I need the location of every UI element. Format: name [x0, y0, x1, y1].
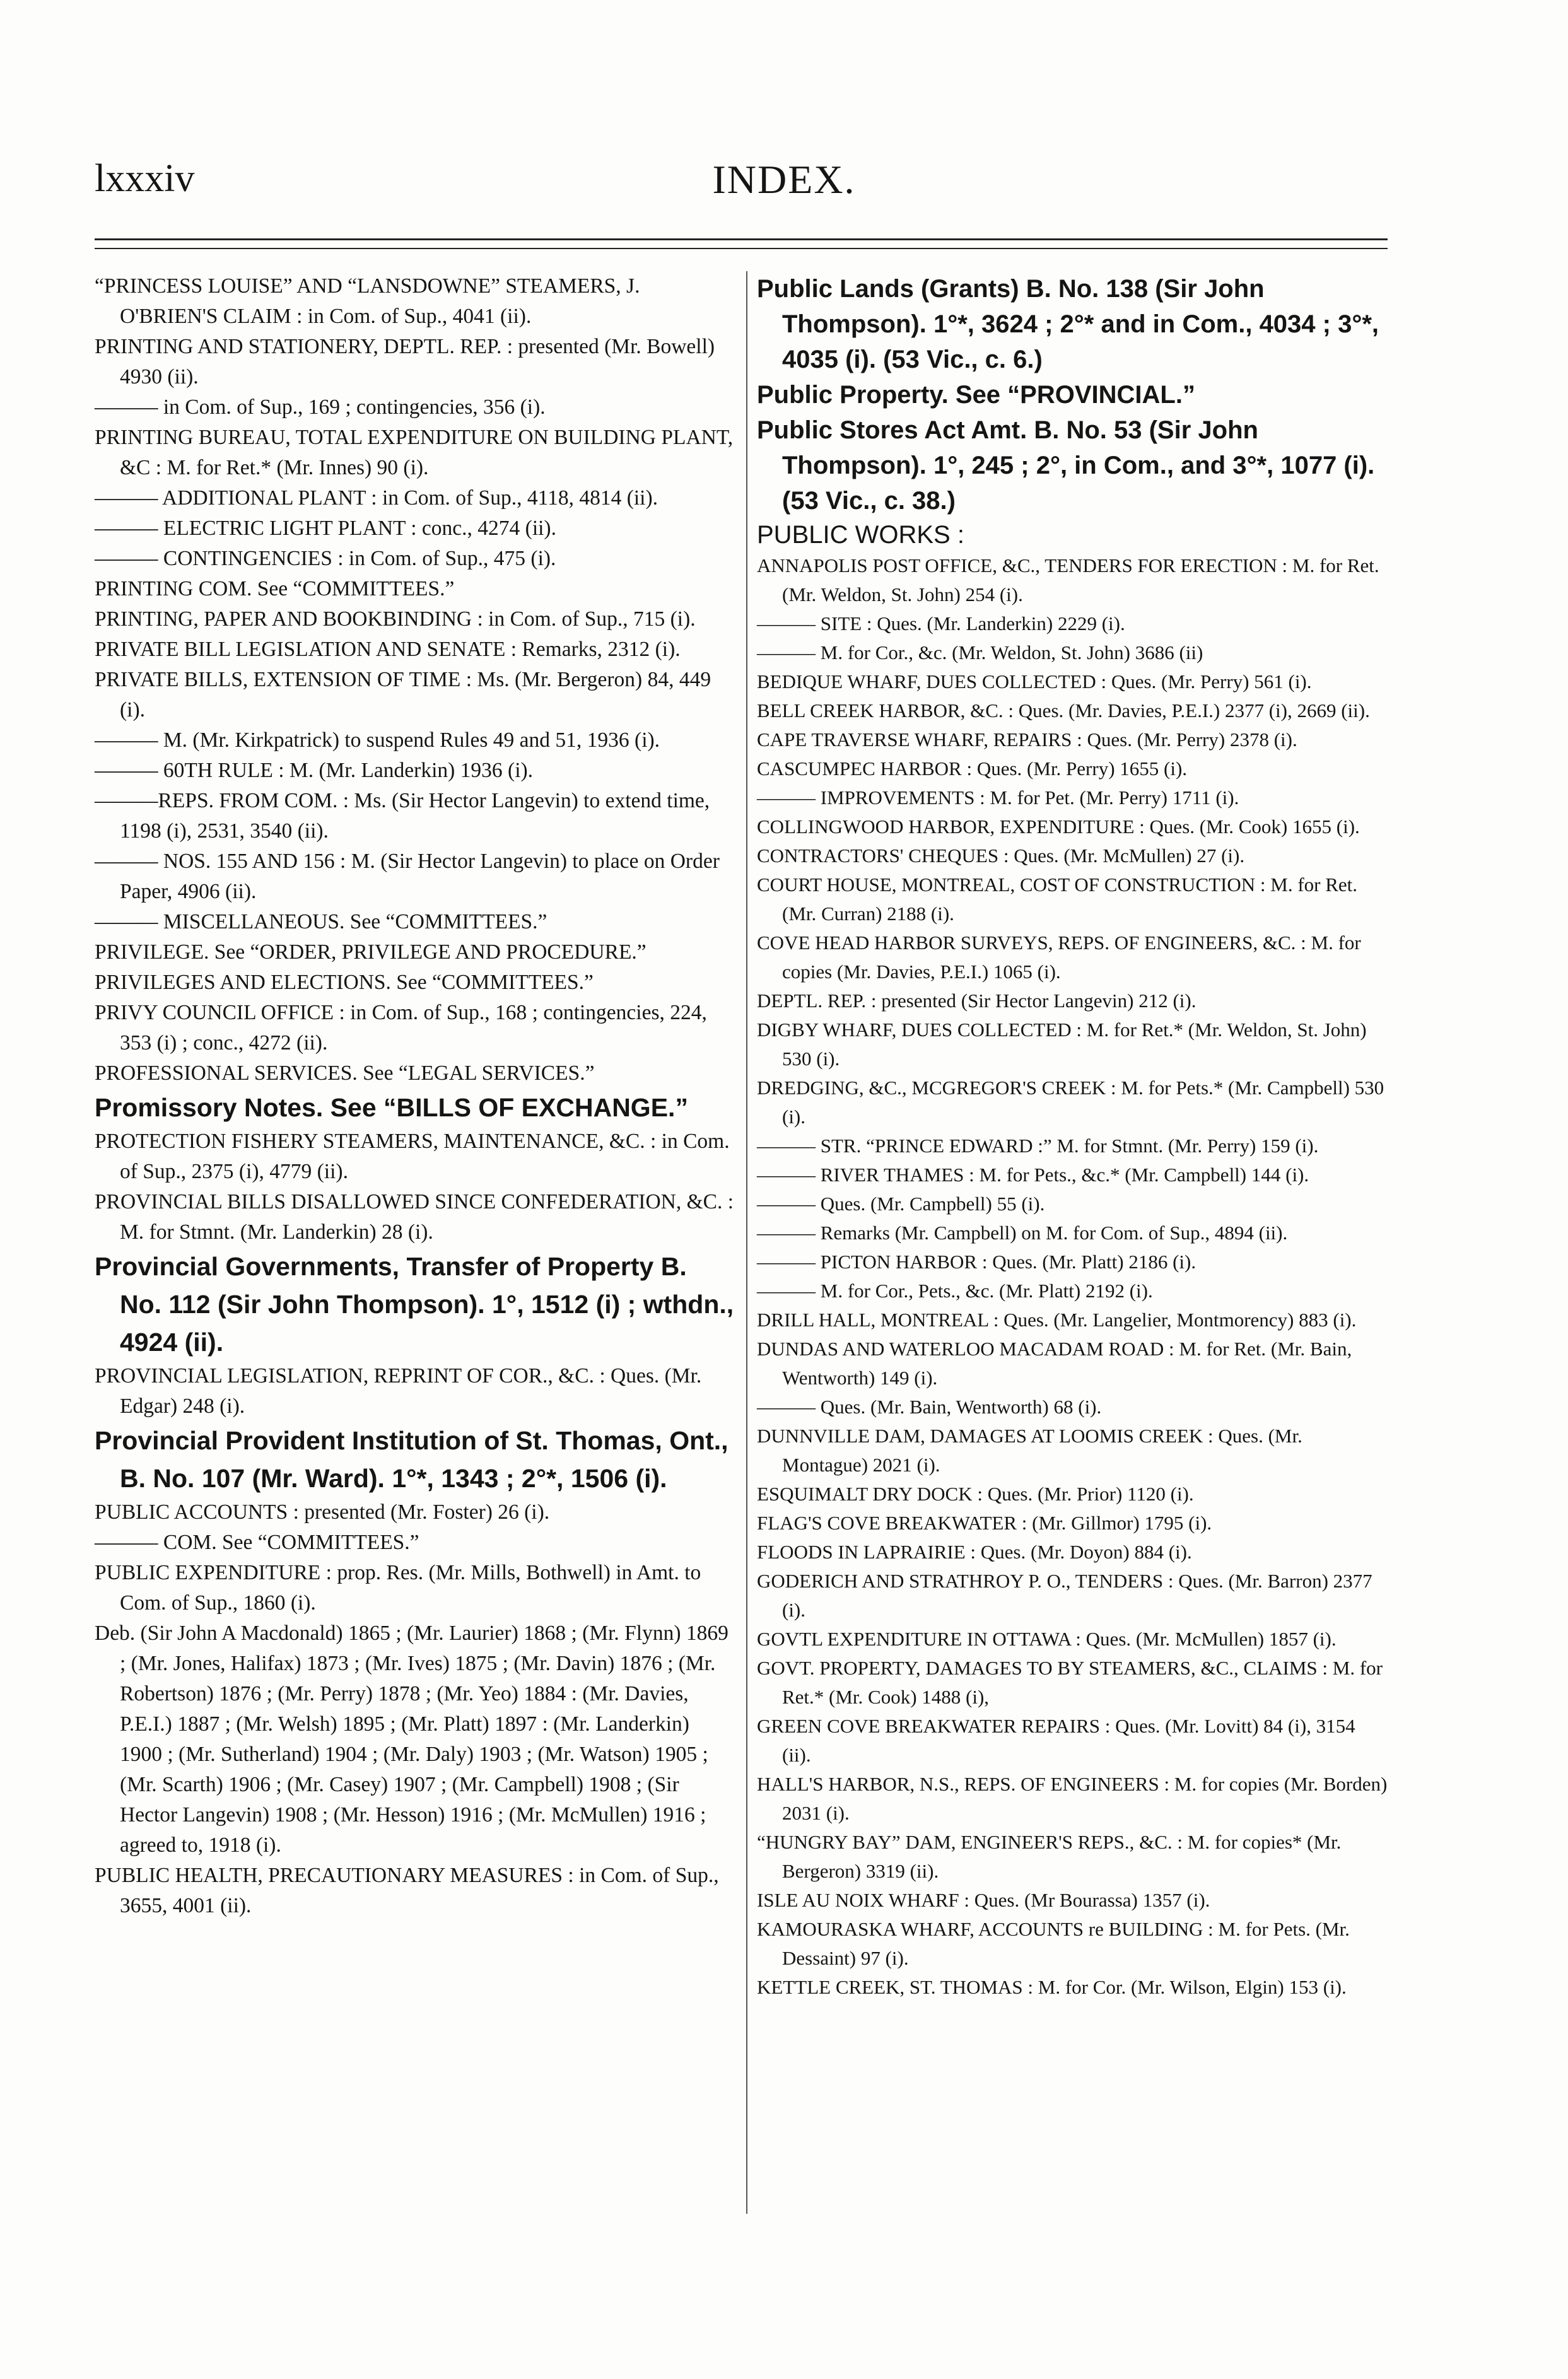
- index-entry: COVE HEAD HARBOR SURVEYS, REPS. OF ENGINEERS, &C. : M. for copies (Mr. Davies, P.E.I.) 1065 (i).: [757, 932, 1361, 983]
- index-entry: DUNNVILLE DAM, DAMAGES AT LOOMIS CREEK : Ques. (Mr. Montague) 2021 (i).: [757, 1425, 1302, 1476]
- index-entry: PRINTING AND STATIONERY, DEPTL. REP. : presented (Mr. Bowell) 4930 (ii).: [95, 335, 715, 389]
- index-entry: ——— PICTON HARBOR : Ques. (Mr. Platt) 2186 (i).: [757, 1251, 1196, 1273]
- index-entry: CAPE TRAVERSE WHARF, REPAIRS : Ques. (Mr. Perry) 2378 (i).: [757, 728, 1297, 751]
- index-entry: DREDGING, &C., MCGREGOR'S CREEK : M. for Pets.* (Mr. Campbell) 530 (i).: [757, 1077, 1384, 1128]
- index-entry: ——— MISCELLANEOUS. See “COMMITTEES.”: [95, 910, 547, 933]
- right-column: [757, 271, 1388, 2002]
- index-entry: PROVINCIAL BILLS DISALLOWED SINCE CONFEDERATION, &C. : M. for Stmnt. (Mr. Landerkin) 28 (i).: [95, 1190, 734, 1244]
- index-entry: “HUNGRY BAY” DAM, ENGINEER'S REPS., &C. : M. for copies* (Mr. Bergeron) 3319 (ii).: [757, 1831, 1342, 1882]
- index-entry: ISLE AU NOIX WHARF : Ques. (Mr Bourassa) 1357 (i).: [757, 1889, 1210, 1911]
- index-entry: ESQUIMALT DRY DOCK : Ques. (Mr. Prior) 1120 (i).: [757, 1483, 1194, 1505]
- index-entry: PRIVILEGE. See “ORDER, PRIVILEGE AND PROCEDURE.”: [95, 940, 647, 964]
- index-entry: PRIVATE BILL LEGISLATION AND SENATE : Remarks, 2312 (i).: [95, 638, 681, 661]
- index-entry: ——— IMPROVEMENTS : M. for Pet. (Mr. Perry) 1711 (i).: [757, 786, 1239, 809]
- index-entry: PRIVATE BILLS, EXTENSION OF TIME : Ms. (Mr. Bergeron) 84, 449 (i).: [95, 668, 711, 722]
- index-entry: PROFESSIONAL SERVICES. See “LEGAL SERVICES.”: [95, 1061, 595, 1085]
- index-entry: GREEN COVE BREAKWATER REPAIRS : Ques. (Mr. Lovitt) 84 (i), 3154 (ii).: [757, 1715, 1355, 1766]
- index-entry: PUBLIC EXPENDITURE : prop. Res. (Mr. Mills, Bothwell) in Amt. to Com. of Sup., 1860 (i).: [95, 1561, 701, 1615]
- index-entry: DUNDAS AND WATERLOO MACADAM ROAD : M. for Ret. (Mr. Bain, Wentworth) 149 (i).: [757, 1338, 1352, 1389]
- column-divider: [746, 271, 747, 2214]
- index-entry: Public Stores Act Amt. B. No. 53 (Sir John Thompson). 1°, 245 ; 2°, in Com., and 3°*, 1077 (i). (53 Vic., c. 38.): [757, 416, 1375, 515]
- left-column: [95, 271, 735, 1921]
- index-entry: Deb. (Sir John A Macdonald) 1865 ; (Mr. Laurier) 1868 ; (Mr. Flynn) 1869 ; (Mr. Jones, Halifax) 1873 ; (Mr. Ives) 1875 ; (Mr. Davin) 1876 ; (Mr. Robertson) 1876 ; (Mr. Perry) 1878 ; (Mr. Yeo) 1884 : (Mr. Davies, P.E.I.) 1887 ; (Mr. Welsh) 1895 ; (Mr. Platt) 1897 : (Mr. Landerkin) 1900 ; (Mr. Sutherland) 1904 ; (Mr. Daly) 1903 ; (Mr. Watson) 1905 ; (Mr. Scarth) 1906 ; (Mr. Casey) 1907 ; (Mr. Campbell) 1908 ; (Sir Hector Langevin) 1908 ; (Mr. Hesson) 1916 ; (Mr. McMullen) 1916 ; agreed to, 1918 (i).: [95, 1622, 728, 1857]
- index-entry: ———REPS. FROM COM. : Ms. (Sir Hector Langevin) to extend time, 1198 (i), 2531, 3540 (ii).: [95, 789, 710, 843]
- index-entry: HALL'S HARBOR, N.S., REPS. OF ENGINEERS : M. for copies (Mr. Borden) 2031 (i).: [757, 1773, 1388, 1824]
- index-entry: KAMOURASKA WHARF, ACCOUNTS re BUILDING : M. for Pets. (Mr. Dessaint) 97 (i).: [757, 1918, 1350, 1969]
- index-entry: GOVT. PROPERTY, DAMAGES TO BY STEAMERS, &C., CLAIMS : M. for Ret.* (Mr. Cook) 1488 (i),: [757, 1657, 1383, 1708]
- index-entry: “PRINCESS LOUISE” AND “LANSDOWNE” STEAMERS, J. O'BRIEN'S CLAIM : in Com. of Sup., 4041 (ii).: [95, 274, 640, 328]
- index-entry: ——— COM. See “COMMITTEES.”: [95, 1531, 419, 1554]
- index-entry: Public Property. See “PROVINCIAL.”: [757, 381, 1195, 409]
- index-entry: Provincial Provident Institution of St. Thomas, Ont., B. No. 107 (Mr. Ward). 1°*, 1343 ; 2°*, 1506 (i).: [95, 1426, 728, 1493]
- index-entry: ——— NOS. 155 AND 156 : M. (Sir Hector Langevin) to place on Order Paper, 4906 (ii).: [95, 850, 720, 903]
- index-entry: ——— Ques. (Mr. Campbell) 55 (i).: [757, 1193, 1045, 1215]
- index-entry: FLOODS IN LAPRAIRIE : Ques. (Mr. Doyon) 884 (i).: [757, 1541, 1192, 1563]
- index-entry: DRILL HALL, MONTREAL : Ques. (Mr. Langelier, Montmorency) 883 (i).: [757, 1309, 1357, 1331]
- index-entry: ——— in Com. of Sup., 169 ; contingencies, 356 (i).: [95, 395, 546, 419]
- index-entry: COLLINGWOOD HARBOR, EXPENDITURE : Ques. (Mr. Cook) 1655 (i).: [757, 815, 1360, 838]
- index-entry: ——— STR. “PRINCE EDWARD :” M. for Stmnt. (Mr. Perry) 159 (i).: [757, 1135, 1319, 1157]
- index-entry: Promissory Notes. See “BILLS OF EXCHANGE.”: [95, 1093, 688, 1122]
- index-entry: PRIVY COUNCIL OFFICE : in Com. of Sup., 168 ; contingencies, 224, 353 (i) ; conc., 4272 (ii).: [95, 1001, 707, 1055]
- index-entry: ——— M. for Cor., Pets., &c. (Mr. Platt) 2192 (i).: [757, 1280, 1153, 1302]
- index-entry: KETTLE CREEK, ST. THOMAS : M. for Cor. (Mr. Wilson, Elgin) 153 (i).: [757, 1976, 1347, 1998]
- index-entry: ——— Ques. (Mr. Bain, Wentworth) 68 (i).: [757, 1396, 1102, 1418]
- index-entry: DEPTL. REP. : presented (Sir Hector Langevin) 212 (i).: [757, 990, 1196, 1012]
- index-entry: COURT HOUSE, MONTREAL, COST OF CONSTRUCTION : M. for Ret. (Mr. Curran) 2188 (i).: [757, 874, 1358, 925]
- index-entry: PUBLIC WORKS :: [757, 521, 964, 549]
- index-entry: ——— ELECTRIC LIGHT PLANT : conc., 4274 (ii).: [95, 517, 556, 540]
- index-entry: Provincial Governments, Transfer of Property B. No. 112 (Sir John Thompson). 1°, 1512 (i) ; wthdn., 4924 (ii).: [95, 1252, 734, 1357]
- index-entry: CASCUMPEC HARBOR : Ques. (Mr. Perry) 1655 (i).: [757, 757, 1188, 780]
- index-entry: Public Lands (Grants) B. No. 138 (Sir John Thompson). 1°*, 3624 ; 2°* and in Com., 4034 ; 3°*, 4035 (i). (53 Vic., c. 6.): [757, 275, 1379, 373]
- index-entry: ANNAPOLIS POST OFFICE, &C., TENDERS FOR ERECTION : M. for Ret. (Mr. Weldon, St. John) 254 (i).: [757, 554, 1379, 605]
- index-entry: ——— ADDITIONAL PLANT : in Com. of Sup., 4118, 4814 (ii).: [95, 486, 658, 510]
- index-entry: PUBLIC HEALTH, PRECAUTIONARY MEASURES : in Com. of Sup., 3655, 4001 (ii).: [95, 1864, 719, 1917]
- index-entry: DIGBY WHARF, DUES COLLECTED : M. for Ret.* (Mr. Weldon, St. John) 530 (i).: [757, 1019, 1367, 1070]
- index-entry: ——— SITE : Ques. (Mr. Landerkin) 2229 (i).: [757, 612, 1125, 634]
- index-entry: PRIVILEGES AND ELECTIONS. See “COMMITTEES.”: [95, 971, 594, 994]
- header-rule: [95, 238, 1388, 240]
- index-entry: GOVTL EXPENDITURE IN OTTAWA : Ques. (Mr. McMullen) 1857 (i).: [757, 1628, 1337, 1650]
- index-entry: PRINTING, PAPER AND BOOKBINDING : in Com. of Sup., 715 (i).: [95, 607, 696, 631]
- index-entry: CONTRACTORS' CHEQUES : Ques. (Mr. McMullen) 27 (i).: [757, 845, 1245, 867]
- index-entry: PRINTING BUREAU, TOTAL EXPENDITURE ON BUILDING PLANT, &C : M. for Ret.* (Mr. Innes) 90 (i).: [95, 426, 734, 479]
- header-rule-thin: [95, 248, 1388, 249]
- index-entry: FLAG'S COVE BREAKWATER : (Mr. Gillmor) 1795 (i).: [757, 1512, 1212, 1534]
- index-entry: BELL CREEK HARBOR, &C. : Ques. (Mr. Davies, P.E.I.) 2377 (i), 2669 (ii).: [757, 699, 1370, 722]
- index-entry: PUBLIC ACCOUNTS : presented (Mr. Foster) 26 (i).: [95, 1500, 550, 1524]
- index-entry: ——— 60TH RULE : M. (Mr. Landerkin) 1936 (i).: [95, 759, 534, 782]
- index-entry: ——— Remarks (Mr. Campbell) on M. for Com. of Sup., 4894 (ii).: [757, 1222, 1288, 1244]
- index-entry: ——— M. (Mr. Kirkpatrick) to suspend Rules 49 and 51, 1936 (i).: [95, 728, 660, 752]
- index-entry: ——— RIVER THAMES : M. for Pets., &c.* (Mr. Campbell) 144 (i).: [757, 1164, 1309, 1186]
- index-entry: PROTECTION FISHERY STEAMERS, MAINTENANCE, &C. : in Com. of Sup., 2375 (i), 4779 (ii).: [95, 1130, 730, 1183]
- index-entry: ——— CONTINGENCIES : in Com. of Sup., 475 (i).: [95, 547, 556, 570]
- index-entry: PRINTING COM. See “COMMITTEES.”: [95, 577, 455, 600]
- page-title: INDEX.: [712, 157, 856, 202]
- index-entry: ——— M. for Cor., &c. (Mr. Weldon, St. John) 3686 (ii): [757, 641, 1203, 663]
- index-entry: GODERICH AND STRATHROY P. O., TENDERS : Ques. (Mr. Barron) 2377 (i).: [757, 1570, 1372, 1621]
- index-entry: BEDIQUE WHARF, DUES COLLECTED : Ques. (Mr. Perry) 561 (i).: [757, 670, 1312, 693]
- index-entry: PROVINCIAL LEGISLATION, REPRINT OF COR., &C. : Ques. (Mr. Edgar) 248 (i).: [95, 1364, 702, 1418]
- page-number: lxxxiv: [95, 157, 195, 200]
